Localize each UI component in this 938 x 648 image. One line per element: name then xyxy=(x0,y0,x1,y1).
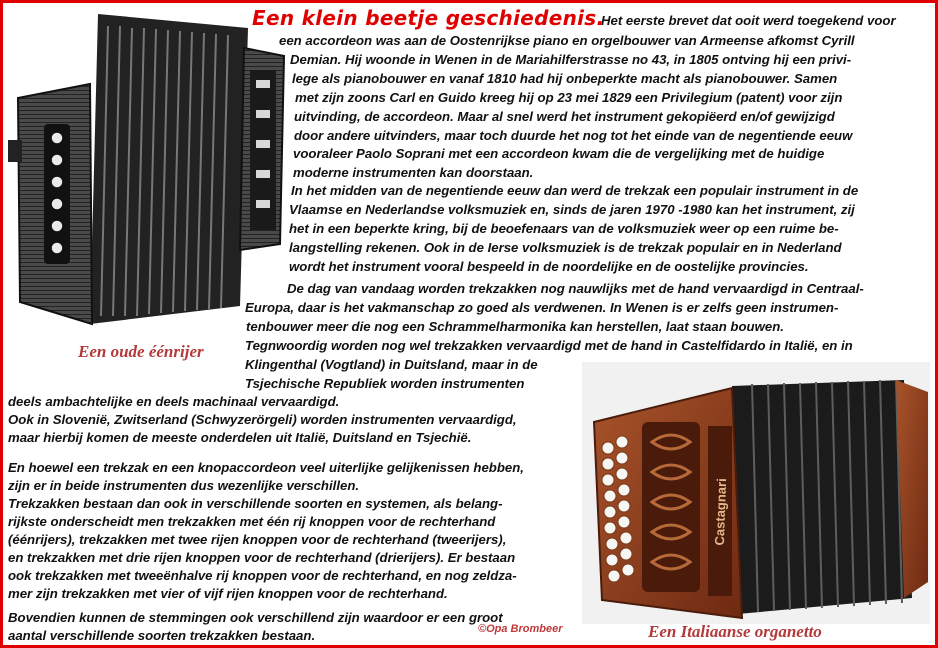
text-line: vooraleer Paolo Soprani met een accordeon kwam die de vergelijking met de huidige xyxy=(293,146,825,161)
text-line: Bovendien kunnen de stemmingen ook verschillend zijn waardoor er een groot xyxy=(8,610,503,625)
text-line: De dag van vandaag worden trekzakken nog nauwlijks met de hand vervaardigd in Centraal- xyxy=(287,281,864,296)
text-line: Trekzakken bestaan dan ook in verschillende soorten en systemen, als belang- xyxy=(8,496,503,511)
text-line: Europa, daar is het vakmanschap zo goed als verdwenen. In Wenen is er zelfs geen instrumen- xyxy=(245,300,839,315)
page-title: Een klein beetje geschiedenis. xyxy=(252,6,605,30)
text-line: maar hierbij komen de meeste onderdelen uit Italië, Duitsland en Tsjechië. xyxy=(8,430,472,445)
text-line: lege als pianobouwer en vanaf 1810 had hij onbeperkte macht als pianobouwer. Samen xyxy=(292,71,838,86)
caption-organetto: Een Italiaanse organetto xyxy=(648,622,822,641)
text-line: Het eerste brevet dat ooit werd toegekend voor xyxy=(601,13,896,28)
text-line: wordt het instrument vooral bespeeld in de noordelijke en de oostelijke provincies. xyxy=(289,259,809,274)
text-line: Ook in Slovenië, Zwitserland (Schwyzerörgeli) worden instrumenten vervaardigd, xyxy=(8,412,517,427)
text-line: Klingenthal (Vogtland) in Duitsland, maar in de xyxy=(245,357,538,372)
italian-organetto-illustration xyxy=(582,362,930,624)
text-line: Demian. Hij woonde in Wenen in de Mariahilferstrasse no 43, in 1805 ontving hij een privi- xyxy=(290,52,852,67)
text-line: rijkste onderscheidt men trekzakken met één rij knoppen voor de rechterhand xyxy=(8,514,496,529)
text-line: deels ambachtelijke en deels machinaal vervaardigd. xyxy=(8,394,340,409)
text-line: (éénrijers), trekzakken met twee rijen knoppen voor de rechterhand (tweerijers), xyxy=(8,532,507,547)
text-line: uitvinding, de accordeon. Maar al snel werd het instrument gekopiëerd en/of gewijzigd xyxy=(294,109,835,124)
old-accordion-illustration xyxy=(8,6,290,334)
text-line: en trekzakken met drie rijen knoppen voor de rechterhand (drierijers). Er bestaan xyxy=(8,550,516,565)
caption-old-accordion: Een oude éénrijer xyxy=(78,342,204,361)
text-line: aantal verschillende soorten trekzakken bestaan. xyxy=(8,628,316,643)
text-line: het in een beperkte kring, bij de beoefenaars van de volksmuziek weer op een ruime be- xyxy=(289,221,839,236)
text-line: In het midden van de negentiende eeuw dan werd de trekzak een populair instrument in de xyxy=(291,183,859,198)
text-line: En hoewel een trekzak en een knopaccordeon veel uiterlijke gelijkenissen hebben, xyxy=(8,460,524,475)
text-line: Vlaamse en Nederlandse volksmuziek en, sinds de jaren 1970 -1980 kan het instrument, zij xyxy=(289,202,855,217)
text-line: ook trekzakken met tweeënhalve rij knoppen voor de rechterhand, en nog zeldza- xyxy=(8,568,517,583)
text-line: Tegnwoordig worden nog wel trekzakken vervaardigd met de hand in Castelfidardo in Italië, en in xyxy=(245,338,853,353)
text-line: mer zijn trekzakken met vier of vijf rijen knoppen voor de rechterhand. xyxy=(8,586,448,601)
text-line: een accordeon was aan de Oostenrijkse piano en orgelbouwer van Armeense afkomst Cyrill xyxy=(279,33,855,48)
text-line: zijn er in beide instrumenten dus wezenlijke verschillen. xyxy=(8,478,360,493)
copyright-credit: ©Opa Brombeer xyxy=(478,623,563,635)
text-line: moderne instrumenten kan doorstaan. xyxy=(293,165,534,180)
organetto-brand-label: Castagnari xyxy=(711,478,730,546)
text-line: met zijn zoons Carl en Guido kreeg hij op 23 mei 1829 een Privilegium (patent) voor zijn xyxy=(295,90,843,105)
text-line: tenbouwer meer die nog een Schrammelharmonika kan herstellen, laat staan bouwen. xyxy=(246,319,784,334)
text-line: langstelling rekenen. Ook in de Ierse volksmuziek is de trekzak populair en in Nederland xyxy=(289,240,842,255)
text-line: door andere uitvinders, maar toch duurde het nog tot het einde van de negentiende eeuw xyxy=(294,128,853,143)
text-line: Tsjechische Republiek worden instrumenten xyxy=(245,376,525,391)
